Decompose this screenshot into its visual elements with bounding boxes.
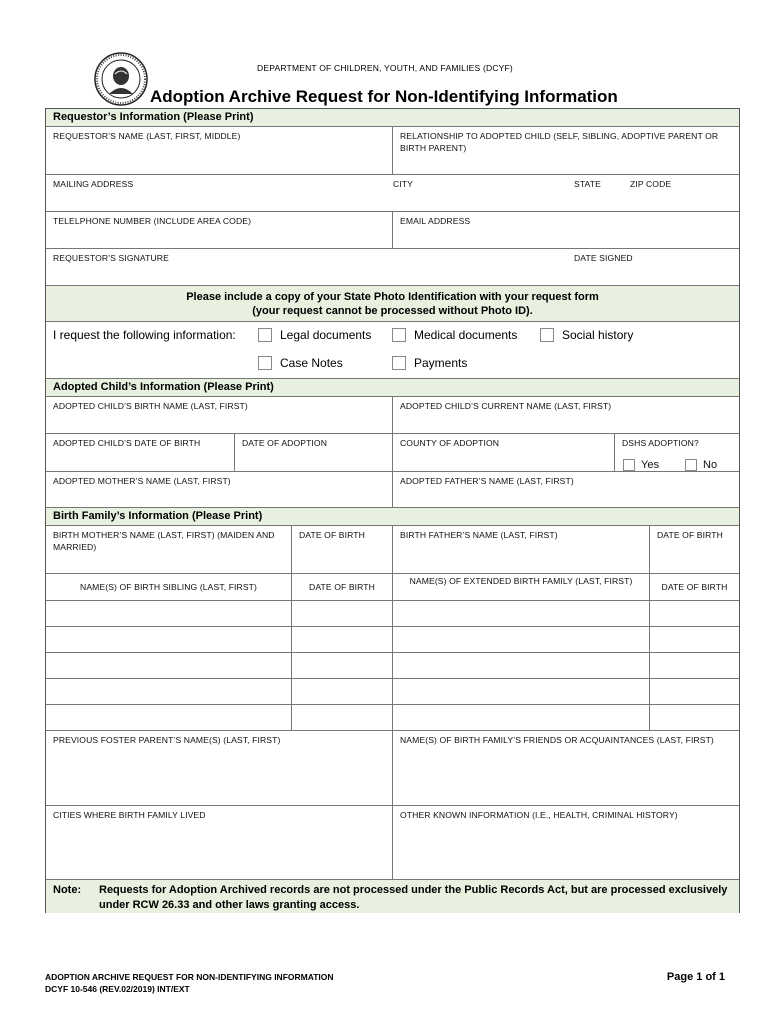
case-notes-label: Case Notes: [280, 356, 343, 370]
date-signed-field[interactable]: [567, 249, 640, 267]
extended-name-cell[interactable]: [392, 627, 649, 652]
zip-field[interactable]: [623, 175, 678, 193]
sibling-dob-cell[interactable]: [291, 627, 392, 652]
notice-line-1: Please include a copy of your State Photo Identification with your request form: [186, 291, 599, 303]
option-case-notes[interactable]: [258, 356, 343, 370]
child-birth-name-label: ADOPTED CHILD’S BIRTH NAME (LAST, FIRST): [53, 401, 248, 411]
state-field[interactable]: [567, 175, 608, 193]
date-signed-label: DATE SIGNED: [574, 253, 633, 263]
case-notes-checkbox[interactable]: [258, 356, 272, 370]
sibling-dob-cell[interactable]: [291, 679, 392, 704]
mailing-address-field[interactable]: [46, 175, 392, 211]
mailing-address-label: MAILING ADDRESS: [53, 179, 134, 189]
email-field[interactable]: [392, 212, 739, 248]
dshs-adoption-label: DSHS ADOPTION?: [622, 438, 699, 448]
birth-mother-field[interactable]: [46, 526, 291, 573]
birth-mother-dob-label: DATE OF BIRTH: [299, 530, 365, 540]
dshs-yes-option[interactable]: [623, 459, 659, 471]
extended-dob-cell[interactable]: [649, 653, 739, 678]
extended-dob-cell[interactable]: [649, 601, 739, 626]
extended-dob-cell[interactable]: [649, 679, 739, 704]
zip-label: ZIP CODE: [630, 179, 672, 189]
note-label: Note:: [53, 884, 82, 896]
other-info-label: OTHER KNOWN INFORMATION (I.E., HEALTH, CRIMINAL HISTORY): [400, 810, 678, 820]
email-label: EMAIL ADDRESS: [400, 216, 471, 226]
birth-family-section-header: Birth Family’s Information (Please Print): [46, 508, 739, 526]
birth-father-label: BIRTH FATHER’S NAME (LAST, FIRST): [400, 530, 558, 540]
child-dob-field[interactable]: [46, 434, 234, 471]
adopted-child-section-header: Adopted Child’s Information (Please Print): [46, 379, 739, 397]
form-body: [45, 108, 740, 913]
legal-documents-label: Legal documents: [280, 328, 372, 342]
cities-lived-label: CITIES WHERE BIRTH FAMILY LIVED: [53, 810, 206, 820]
phone-label: TELELPHONE NUMBER (INCLUDE AREA CODE): [53, 216, 252, 226]
sibling-name-cell[interactable]: [46, 705, 291, 730]
option-payments[interactable]: [392, 356, 467, 370]
county-of-adoption-label: COUNTY OF ADOPTION: [400, 438, 500, 448]
request-prompt: I request the following information:: [53, 328, 236, 342]
birth-mother-dob-field[interactable]: [291, 526, 392, 573]
medical-documents-checkbox[interactable]: [392, 328, 406, 342]
state-label: STATE: [574, 179, 601, 189]
signature-field[interactable]: [46, 249, 176, 267]
phone-field[interactable]: [46, 212, 392, 248]
city-field[interactable]: [386, 175, 420, 193]
requestor-name-field[interactable]: [46, 127, 392, 174]
requestor-name-label: REQUESTOR’S NAME (LAST, FIRST, MIDDLE): [53, 131, 241, 141]
child-current-name-field[interactable]: [392, 397, 739, 433]
date-of-adoption-field[interactable]: [234, 434, 392, 471]
table-row: [46, 601, 739, 627]
table-row: [46, 653, 739, 679]
dshs-no-checkbox[interactable]: [685, 459, 697, 471]
extended-dob-cell[interactable]: [649, 627, 739, 652]
extended-name-cell[interactable]: [392, 679, 649, 704]
table-row: [46, 679, 739, 705]
table-row: [46, 705, 739, 731]
state-seal-icon: [94, 52, 148, 106]
dshs-no-option[interactable]: [685, 459, 717, 471]
footer-form-number: DCYF 10-546 (REV.02/2019) INT/EXT: [45, 984, 190, 994]
foster-parents-field[interactable]: [46, 731, 392, 805]
department-name: DEPARTMENT OF CHILDREN, YOUTH, AND FAMILIES (DCYF): [257, 63, 513, 73]
table-row: [46, 627, 739, 653]
dshs-yes-label: Yes: [641, 459, 660, 471]
notice-line-2: (your request cannot be processed without Photo ID).: [252, 305, 533, 317]
birth-father-field[interactable]: [392, 526, 649, 573]
adopted-father-label: ADOPTED FATHER’S NAME (LAST, FIRST): [400, 476, 574, 486]
city-label: CITY: [393, 179, 413, 189]
sibling-dob-cell[interactable]: [291, 653, 392, 678]
sibling-name-cell[interactable]: [46, 653, 291, 678]
extended-name-cell[interactable]: [392, 601, 649, 626]
social-history-checkbox[interactable]: [540, 328, 554, 342]
requestor-section-header: Requestor’s Information (Please Print): [46, 109, 739, 127]
birth-father-dob-field[interactable]: [649, 526, 739, 573]
extended-name-cell[interactable]: [392, 653, 649, 678]
family-friends-field[interactable]: [392, 731, 739, 805]
sibling-dob-cell[interactable]: [291, 705, 392, 730]
foster-parents-label: PREVIOUS FOSTER PARENT’S NAME(S) (LAST, FIRST): [53, 735, 281, 745]
sibling-name-header: [46, 574, 291, 600]
other-info-field[interactable]: [392, 806, 739, 879]
relationship-label: RELATIONSHIP TO ADOPTED CHILD (SELF, SIBLING, ADOPTIVE PARENT OR BIRTH PARENT): [400, 131, 719, 153]
photo-id-notice: [46, 286, 739, 322]
footer-form-name: ADOPTION ARCHIVE REQUEST FOR NON-IDENTIFYING INFORMATION: [45, 972, 334, 982]
relationship-field[interactable]: [392, 127, 739, 174]
birth-mother-label: BIRTH MOTHER’S NAME (LAST, FIRST) (MAIDEN AND MARRIED): [53, 530, 275, 552]
extended-family-header: [392, 574, 649, 600]
birth-father-dob-label: DATE OF BIRTH: [657, 530, 723, 540]
child-birth-name-field[interactable]: [46, 397, 392, 433]
note-text: Requests for Adoption Archived records are not processed under the Public Records Act, but are processed exclusively under RCW 26.33 and other laws granting access.: [99, 884, 728, 911]
adopted-mother-field[interactable]: [46, 472, 392, 507]
adopted-mother-label: ADOPTED MOTHER’S NAME (LAST, FIRST): [53, 476, 231, 486]
date-of-adoption-label: DATE OF ADOPTION: [242, 438, 327, 448]
extended-dob-label: DATE OF BIRTH: [661, 582, 728, 592]
sibling-dob-header: [291, 574, 392, 600]
family-friends-label: NAME(S) OF BIRTH FAMILY’S FRIENDS OR ACQUAINTANCES (LAST, FIRST): [400, 735, 714, 745]
option-social-history[interactable]: [540, 328, 633, 342]
dshs-no-label: No: [703, 459, 718, 471]
extended-family-label: NAME(S) OF EXTENDED BIRTH FAMILY (LAST, FIRST): [409, 576, 633, 586]
child-current-name-label: ADOPTED CHILD’S CURRENT NAME (LAST, FIRST): [400, 401, 612, 411]
sibling-name-cell[interactable]: [46, 601, 291, 626]
option-legal-documents[interactable]: [258, 328, 371, 342]
child-dob-label: ADOPTED CHILD’S DATE OF BIRTH: [53, 438, 201, 448]
request-options: [46, 322, 739, 379]
page-number: Page 1 of 1: [666, 971, 725, 983]
sibling-dob-label: DATE OF BIRTH: [309, 582, 375, 592]
payments-checkbox[interactable]: [392, 356, 406, 370]
payments-label: Payments: [414, 356, 468, 370]
extended-name-cell[interactable]: [392, 705, 649, 730]
form-title: Adoption Archive Request for Non-Identifying Information: [150, 87, 618, 106]
option-medical-documents[interactable]: [392, 328, 517, 342]
dshs-yes-checkbox[interactable]: [623, 459, 635, 471]
county-of-adoption-field[interactable]: [392, 434, 614, 471]
extended-dob-header: [649, 574, 739, 600]
dshs-adoption-field: [614, 434, 739, 471]
signature-label: REQUESTOR’S SIGNATURE: [53, 253, 169, 263]
social-history-label: Social history: [562, 328, 634, 342]
adopted-father-field[interactable]: [392, 472, 739, 507]
medical-documents-label: Medical documents: [414, 328, 518, 342]
legal-documents-checkbox[interactable]: [258, 328, 272, 342]
records-note: [46, 880, 739, 913]
sibling-name-cell[interactable]: [46, 627, 291, 652]
cities-lived-field[interactable]: [46, 806, 392, 879]
sibling-name-cell[interactable]: [46, 679, 291, 704]
extended-dob-cell[interactable]: [649, 705, 739, 730]
sibling-dob-cell[interactable]: [291, 601, 392, 626]
sibling-name-label: NAME(S) OF BIRTH SIBLING (LAST, FIRST): [80, 582, 257, 592]
footer-form-info: [45, 971, 334, 995]
